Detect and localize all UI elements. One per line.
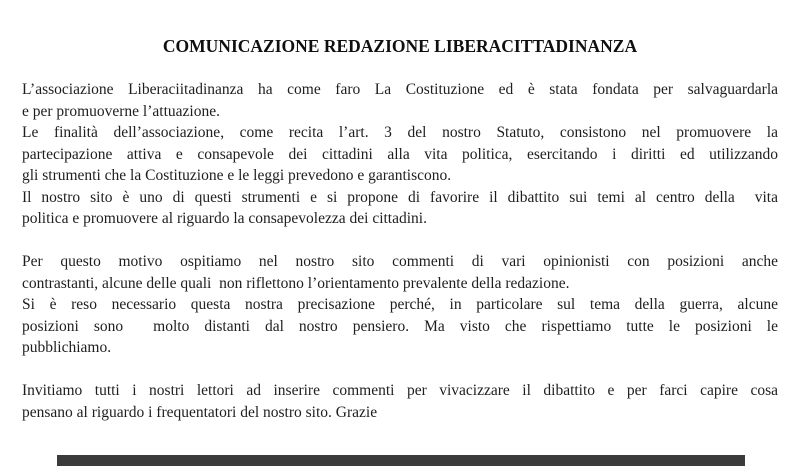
- paragraph-block: [22, 79, 778, 230]
- text-line: Per questo motivo ospitiamo nel nostro sito commenti di vari opinionisti con posizioni anche: [22, 253, 778, 270]
- paragraph-block: [22, 380, 778, 423]
- text-line: pubblichiamo.: [22, 339, 112, 356]
- bottom-scrollbar[interactable]: [57, 455, 745, 466]
- text-line: politica e promuovere al riguardo la consapevolezza dei cittadini.: [22, 210, 427, 227]
- text-line: gli strumenti che la Costituzione e le leggi prevedono e garantiscono.: [22, 167, 452, 184]
- document-title: COMUNICAZIONE REDAZIONE LIBERACITTADINANZA: [162, 36, 638, 56]
- text-line: pensano al riguardo i frequentatori del nostro sito. Grazie: [22, 403, 378, 421]
- document-body: [22, 36, 778, 423]
- blank-line: [22, 359, 778, 381]
- text-line: partecipazione attiva e consapevole dei cittadini alla vita politica, esercitando i diritti ed utilizzando: [22, 145, 778, 163]
- paragraph-block: [22, 251, 778, 359]
- text-line: e per promuoverne l’attuazione.: [22, 102, 220, 120]
- text-line: Si è reso necessario questa nostra precisazione perché, in particolare sul tema della guerra, alcune: [22, 296, 778, 313]
- text-line: Invitiamo tutti i nostri lettori ad inserire commenti per vivacizzare il dibattito e per farci capire cosa: [22, 382, 778, 399]
- blank-line: [22, 230, 778, 252]
- blank-line: [22, 58, 778, 80]
- text-line: L’associazione Liberaciitadinanza ha come faro La Costituzione ed è stata fondata per salvaguardarla: [22, 81, 778, 98]
- text-line: Il nostro sito è uno di questi strumenti e si propone di favorire il dibattito sui temi al centro della vita: [22, 188, 778, 206]
- text-line: posizioni sono molto distanti dal nostro pensiero. Ma visto che rispettiamo tutte le posizioni le: [22, 317, 778, 335]
- text-line: contrastanti, alcune delle quali non riflettono l’orientamento prevalente della redazione.: [22, 274, 570, 292]
- text-line: Le finalità dell’associazione, come recita l’art. 3 del nostro Statuto, consistono nel promuovere la: [22, 124, 778, 141]
